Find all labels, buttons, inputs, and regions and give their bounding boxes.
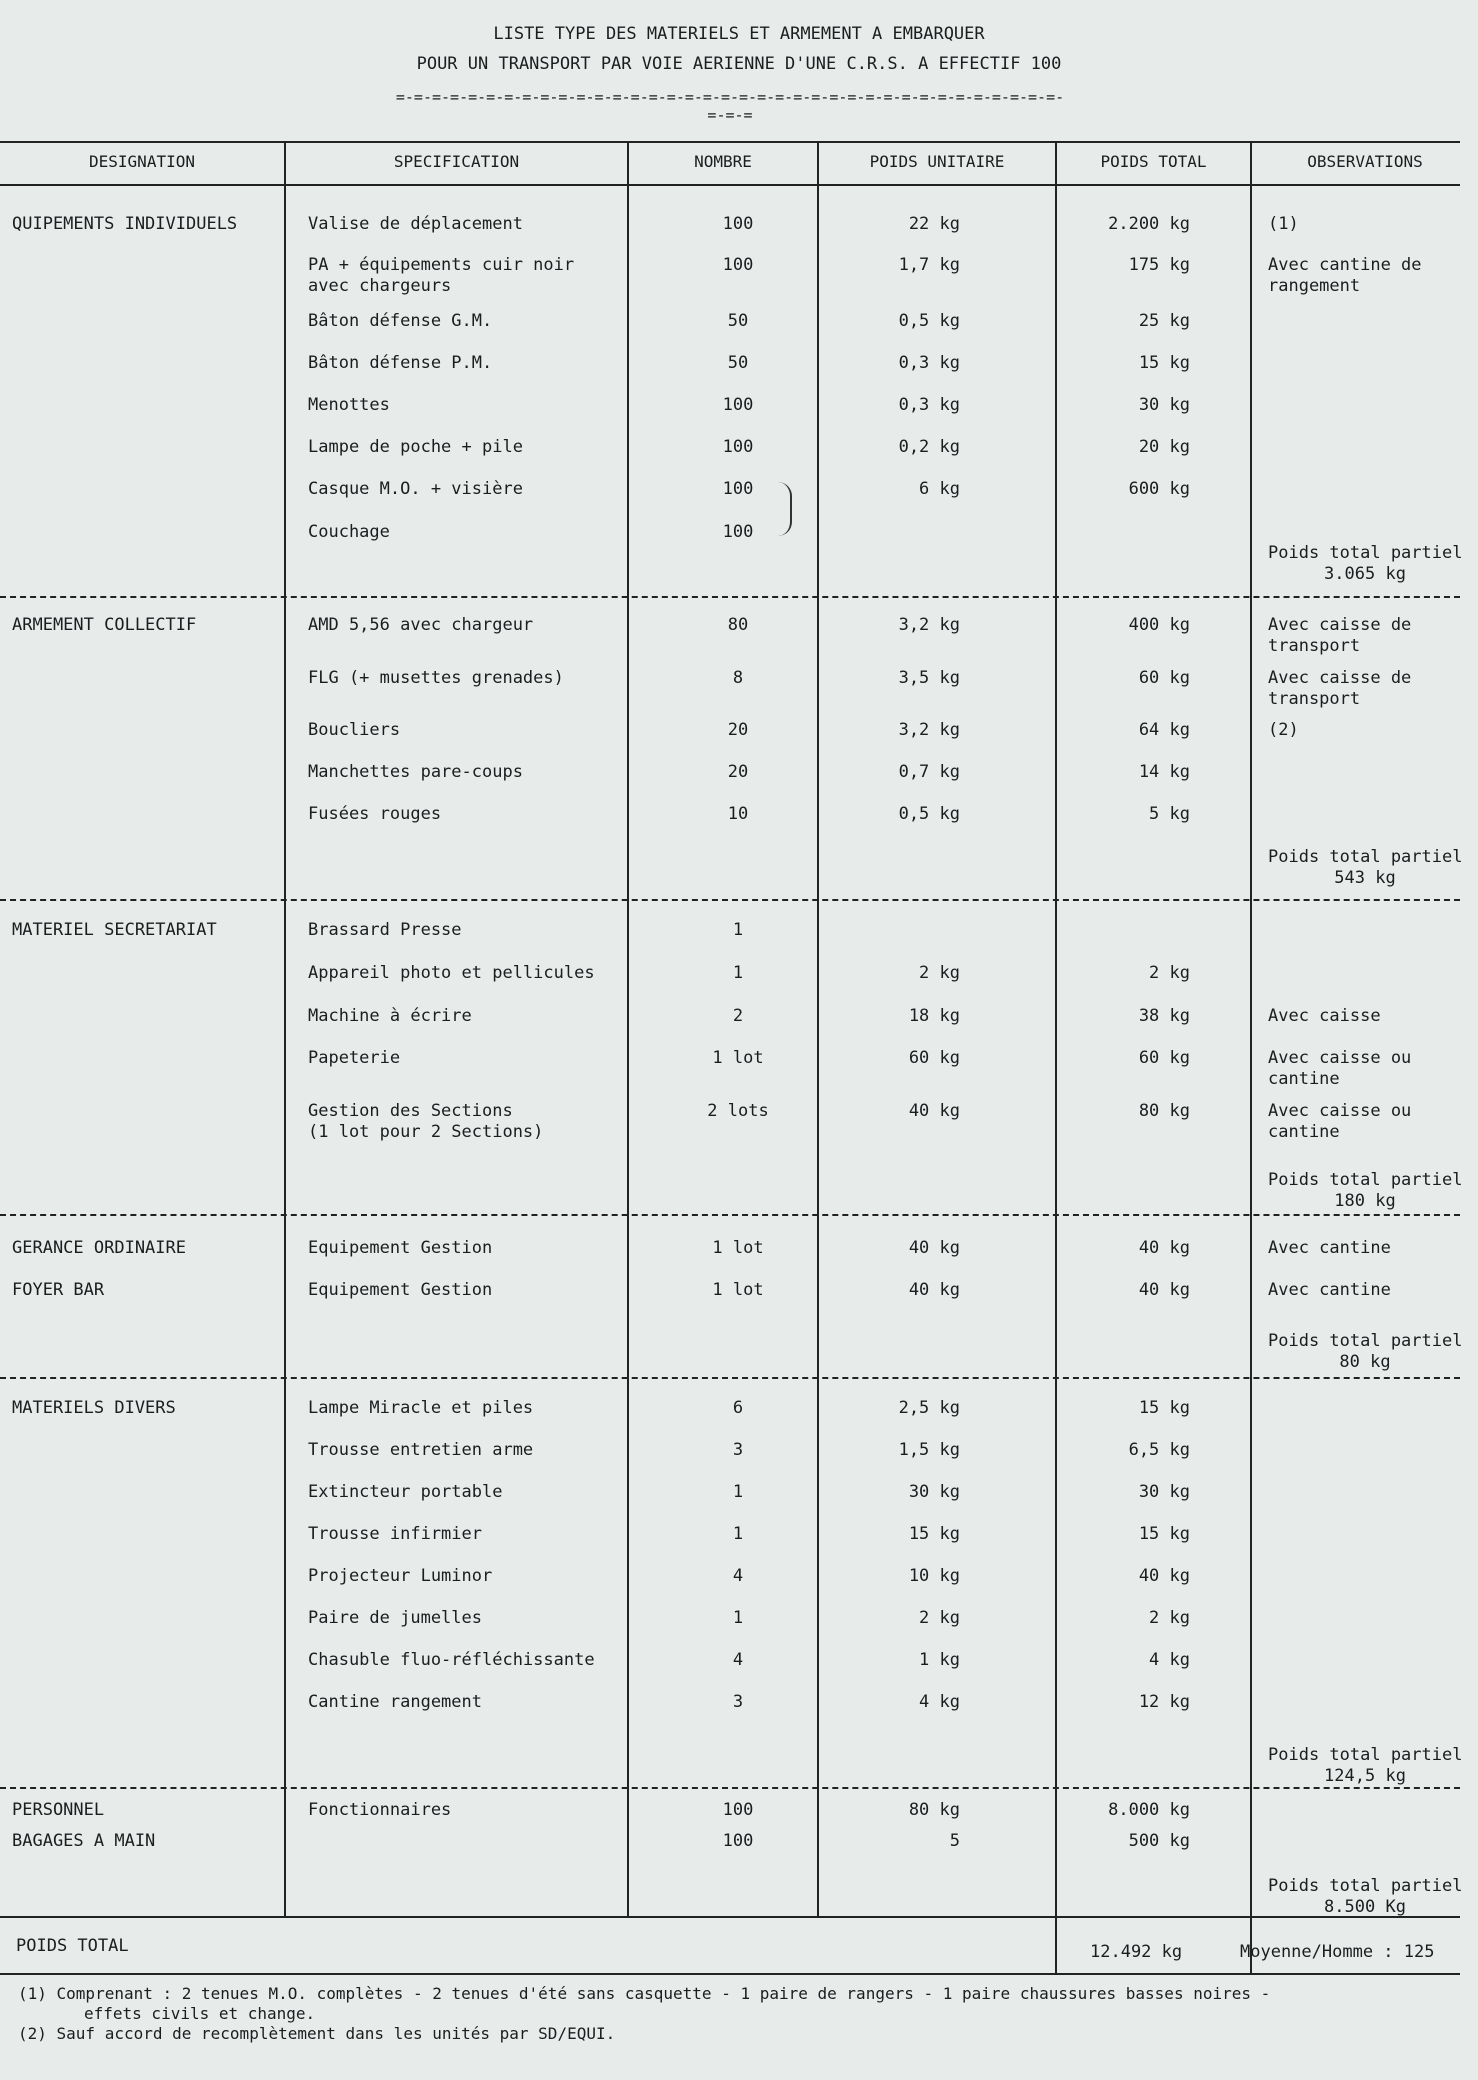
poids-total-cell: 2 kg (1149, 1608, 1190, 1628)
poids-total-cell: 400 kg (1128, 615, 1190, 635)
nombre-cell: 100 (722, 437, 754, 457)
poids-total-cell: 500 kg (1128, 1831, 1190, 1851)
specification-cell: Boucliers (308, 720, 401, 740)
specification-cell: Fonctionnaires (308, 1800, 452, 1820)
nombre-cell: 1 (732, 1524, 744, 1544)
column-divider (817, 141, 819, 1916)
nombre-cell: 80 (727, 615, 749, 635)
poids-unitaire-cell: 2 kg (919, 1608, 960, 1628)
specification-cell: Papeterie (308, 1048, 401, 1068)
designation-cell: FOYER BAR (12, 1280, 105, 1300)
poids-total-cell: 600 kg (1128, 479, 1190, 499)
nombre-cell: 50 (727, 353, 749, 373)
poids-total-cell: 2 kg (1149, 963, 1190, 983)
poids-unitaire-cell: 80 kg (908, 1800, 960, 1820)
designation-cell: ARMEMENT COLLECTIF (12, 615, 197, 635)
specification-cell: FLG (+ musettes grenades) (308, 668, 564, 688)
observation-cell: cantine (1268, 1069, 1340, 1089)
table-top-border (0, 141, 1460, 143)
table-bottom-border (0, 1973, 1460, 1975)
poids-unitaire-cell: 1,7 kg (898, 255, 960, 275)
section-divider (0, 899, 1460, 901)
observation-cell: Avec caisse de (1268, 668, 1412, 688)
title-underline: =-=-=-=-=-=-=-=-=-=-=-=-=-=-=-=-=-=-=-=-=-=-=-=-=-=-=-=-=-=-=-=-=-=-=-=-=-=-=-= (395, 88, 1065, 124)
poids-unitaire-cell: 3,2 kg (898, 615, 960, 635)
subtotal-value: 8.500 Kg (1324, 1897, 1406, 1917)
nombre-cell: 100 (722, 395, 754, 415)
poids-total-cell: 30 kg (1138, 395, 1190, 415)
poids-unitaire-cell: 5 (949, 1831, 960, 1851)
subtotal-label: Poids total partiel (1268, 847, 1463, 867)
specification-cell: Menottes (308, 395, 390, 415)
observation-cell: Avec caisse ou (1268, 1048, 1412, 1068)
nombre-cell: 1 (732, 1608, 744, 1628)
specification-cell: Casque M.O. + visière (308, 479, 523, 499)
column-divider (1055, 141, 1057, 1973)
nombre-cell: 1 (732, 920, 744, 940)
specification-cell: Projecteur Luminor (308, 1566, 493, 1586)
poids-total-cell: 40 kg (1138, 1238, 1190, 1258)
poids-unitaire-cell: 40 kg (908, 1238, 960, 1258)
specification-cell: Manchettes pare-coups (308, 762, 523, 782)
poids-total-cell: 5 kg (1149, 804, 1190, 824)
poids-unitaire-cell: 2,5 kg (898, 1398, 960, 1418)
poids-unitaire-cell: 0,5 kg (898, 804, 960, 824)
specification-cell: AMD 5,56 avec chargeur (308, 615, 534, 635)
specification-cell: Cantine rangement (308, 1692, 482, 1712)
nombre-cell: 2 lots (707, 1101, 769, 1121)
designation-cell: MATERIELS DIVERS (12, 1398, 176, 1418)
specification-cell: Fusées rouges (308, 804, 442, 824)
specification-cell: Machine à écrire (308, 1006, 472, 1026)
poids-total-cell: 8.000 kg (1108, 1800, 1190, 1820)
column-divider (284, 141, 286, 1916)
specification-cell: Extincteur portable (308, 1482, 503, 1502)
subtotal-value: 3.065 kg (1324, 564, 1406, 584)
nombre-cell: 20 (727, 720, 749, 740)
poids-unitaire-cell: 40 kg (908, 1101, 960, 1121)
specification-cell: Bâton défense P.M. (308, 353, 493, 373)
total-label: POIDS TOTAL (16, 1936, 129, 1956)
specification-cell: Equipement Gestion (308, 1280, 493, 1300)
poids-unitaire-cell: 60 kg (908, 1048, 960, 1068)
poids-unitaire-cell: 0,3 kg (898, 395, 960, 415)
poids-unitaire-cell: 18 kg (908, 1006, 960, 1026)
poids-total-cell: 30 kg (1138, 1482, 1190, 1502)
specification-cell: Trousse entretien arme (308, 1440, 534, 1460)
designation-cell: GERANCE ORDINAIRE (12, 1238, 186, 1258)
column-divider (627, 141, 629, 1916)
poids-unitaire-cell: 3,5 kg (898, 668, 960, 688)
header-designation: DESIGNATION (89, 152, 195, 171)
specification-cell: PA + équipements cuir noir (308, 255, 575, 275)
observation-cell: (1) (1268, 214, 1299, 234)
observation-cell: Avec caisse de (1268, 615, 1412, 635)
poids-unitaire-cell: 6 kg (919, 479, 960, 499)
section-divider (0, 596, 1460, 598)
nombre-cell: 3 (732, 1692, 744, 1712)
observation-cell: cantine (1268, 1122, 1340, 1142)
poids-total-cell: 6,5 kg (1128, 1440, 1190, 1460)
header-poids-unitaire: POIDS UNITAIRE (869, 152, 1005, 171)
specification-cell: Brassard Presse (308, 920, 462, 940)
nombre-cell: 100 (722, 214, 754, 234)
nombre-cell: 100 (722, 522, 754, 542)
subtotal-label: Poids total partiel (1268, 1745, 1463, 1765)
specification-cell: Couchage (308, 522, 390, 542)
observation-cell: transport (1268, 689, 1361, 709)
poids-unitaire-cell: 1 kg (919, 1650, 960, 1670)
poids-unitaire-cell: 2 kg (919, 963, 960, 983)
nombre-cell: 20 (727, 762, 749, 782)
observation-cell: rangement (1268, 276, 1361, 296)
observation-cell: (2) (1268, 720, 1299, 740)
poids-unitaire-cell: 0,7 kg (898, 762, 960, 782)
nombre-cell: 3 (732, 1440, 744, 1460)
observation-cell: Avec cantine (1268, 1238, 1391, 1258)
poids-unitaire-cell: 22 kg (908, 214, 960, 234)
poids-total-cell: 12 kg (1138, 1692, 1190, 1712)
poids-total-cell: 64 kg (1138, 720, 1190, 740)
poids-unitaire-cell: 15 kg (908, 1524, 960, 1544)
section-divider (0, 1377, 1460, 1379)
total-value: 12.492 kg (1090, 1942, 1183, 1962)
header-observations: OBSERVATIONS (1307, 152, 1423, 171)
designation-cell: PERSONNEL (12, 1800, 105, 1820)
header-specification: SPECIFICATION (393, 152, 520, 171)
document-title: LISTE TYPE DES MATERIELS ET ARMEMENT A EMBARQUER (493, 24, 985, 44)
observation-cell: transport (1268, 636, 1361, 656)
designation-cell: BAGAGES A MAIN (12, 1831, 156, 1851)
subtotal-label: Poids total partiel (1268, 1331, 1463, 1351)
nombre-cell: 2 (732, 1006, 744, 1026)
specification-cell: Valise de déplacement (308, 214, 523, 234)
observation-cell: Avec caisse (1268, 1006, 1381, 1026)
poids-total-cell: 4 kg (1149, 1650, 1190, 1670)
subtotal-value: 80 kg (1339, 1352, 1391, 1372)
poids-unitaire-cell: 40 kg (908, 1280, 960, 1300)
poids-total-cell: 25 kg (1138, 311, 1190, 331)
poids-total-cell: 80 kg (1138, 1101, 1190, 1121)
specification-cell: (1 lot pour 2 Sections) (308, 1122, 544, 1142)
poids-unitaire-cell: 3,2 kg (898, 720, 960, 740)
poids-total-cell: 40 kg (1138, 1280, 1190, 1300)
subtotal-label: Poids total partiel (1268, 1170, 1463, 1190)
subtotal-value: 124,5 kg (1324, 1766, 1406, 1786)
nombre-cell: 4 (732, 1566, 744, 1586)
poids-unitaire-cell: 0,3 kg (898, 353, 960, 373)
footnote-2: (2) Sauf accord de recomplètement dans les unités par SD/EQUI. (18, 2024, 616, 2043)
moyenne-homme: Moyenne/Homme : 125 (1240, 1942, 1435, 1962)
poids-total-cell: 2.200 kg (1108, 214, 1190, 234)
specification-cell: Lampe de poche + pile (308, 437, 523, 457)
nombre-cell: 100 (722, 1831, 754, 1851)
footnote-1: (1) Comprenant : 2 tenues M.O. complètes - 2 tenues d'été sans casquette - 1 paire de rangers - 1 paire chaussures basses noires - (18, 1984, 1271, 2003)
nombre-cell: 1 (732, 1482, 744, 1502)
total-top-border (0, 1916, 1460, 1918)
nombre-cell: 10 (727, 804, 749, 824)
observation-cell: Avec cantine de (1268, 255, 1422, 275)
specification-cell: Lampe Miracle et piles (308, 1398, 534, 1418)
poids-unitaire-cell: 4 kg (919, 1692, 960, 1712)
poids-total-cell: 20 kg (1138, 437, 1190, 457)
specification-cell: Trousse infirmier (308, 1524, 482, 1544)
nombre-cell: 100 (722, 1800, 754, 1820)
nombre-cell: 1 (732, 963, 744, 983)
poids-total-cell: 40 kg (1138, 1566, 1190, 1586)
specification-cell: Bâton défense G.M. (308, 311, 493, 331)
subtotal-value: 180 kg (1334, 1191, 1396, 1211)
specification-cell: Paire de jumelles (308, 1608, 482, 1628)
nombre-cell: 100 (722, 255, 754, 275)
nombre-cell: 50 (727, 311, 749, 331)
subtotal-value: 543 kg (1334, 868, 1396, 888)
poids-total-cell: 175 kg (1128, 255, 1190, 275)
header-nombre: NOMBRE (694, 152, 752, 171)
specification-cell: Gestion des Sections (308, 1101, 513, 1121)
observation-cell: Avec caisse ou (1268, 1101, 1412, 1121)
nombre-cell: 1 lot (712, 1048, 764, 1068)
poids-unitaire-cell: 10 kg (908, 1566, 960, 1586)
designation-cell: QUIPEMENTS INDIVIDUELS (12, 214, 238, 234)
header-poids-total: POIDS TOTAL (1100, 152, 1207, 171)
nombre-cell: 8 (732, 668, 744, 688)
footnote-1-cont: effets civils et change. (84, 2004, 316, 2023)
section-divider (0, 1787, 1460, 1789)
poids-total-cell: 14 kg (1138, 762, 1190, 782)
column-divider (1250, 141, 1252, 1973)
specification-cell: avec chargeurs (308, 276, 452, 296)
poids-unitaire-cell: 0,5 kg (898, 311, 960, 331)
poids-total-cell: 15 kg (1138, 353, 1190, 373)
specification-cell: Equipement Gestion (308, 1238, 493, 1258)
section-divider (0, 1214, 1460, 1216)
observation-cell: Avec cantine (1268, 1280, 1391, 1300)
nombre-cell: 4 (732, 1650, 744, 1670)
header-bottom-border (0, 184, 1460, 186)
poids-total-cell: 15 kg (1138, 1524, 1190, 1544)
nombre-cell: 100 (722, 479, 754, 499)
poids-unitaire-cell: 0,2 kg (898, 437, 960, 457)
nombre-cell: 1 lot (712, 1238, 764, 1258)
poids-total-cell: 60 kg (1138, 668, 1190, 688)
specification-cell: Appareil photo et pellicules (308, 963, 595, 983)
document-subtitle: POUR UN TRANSPORT PAR VOIE AERIENNE D'UNE C.R.S. A EFFECTIF 100 (416, 54, 1062, 74)
designation-cell: MATERIEL SECRETARIAT (12, 920, 217, 940)
nombre-cell: 6 (732, 1398, 744, 1418)
poids-unitaire-cell: 30 kg (908, 1482, 960, 1502)
poids-total-cell: 60 kg (1138, 1048, 1190, 1068)
subtotal-label: Poids total partiel (1268, 1876, 1463, 1896)
poids-total-cell: 38 kg (1138, 1006, 1190, 1026)
nombre-cell: 1 lot (712, 1280, 764, 1300)
subtotal-label: Poids total partiel (1268, 543, 1463, 563)
poids-total-cell: 15 kg (1138, 1398, 1190, 1418)
specification-cell: Chasuble fluo-réfléchissante (308, 1650, 595, 1670)
poids-unitaire-cell: 1,5 kg (898, 1440, 960, 1460)
